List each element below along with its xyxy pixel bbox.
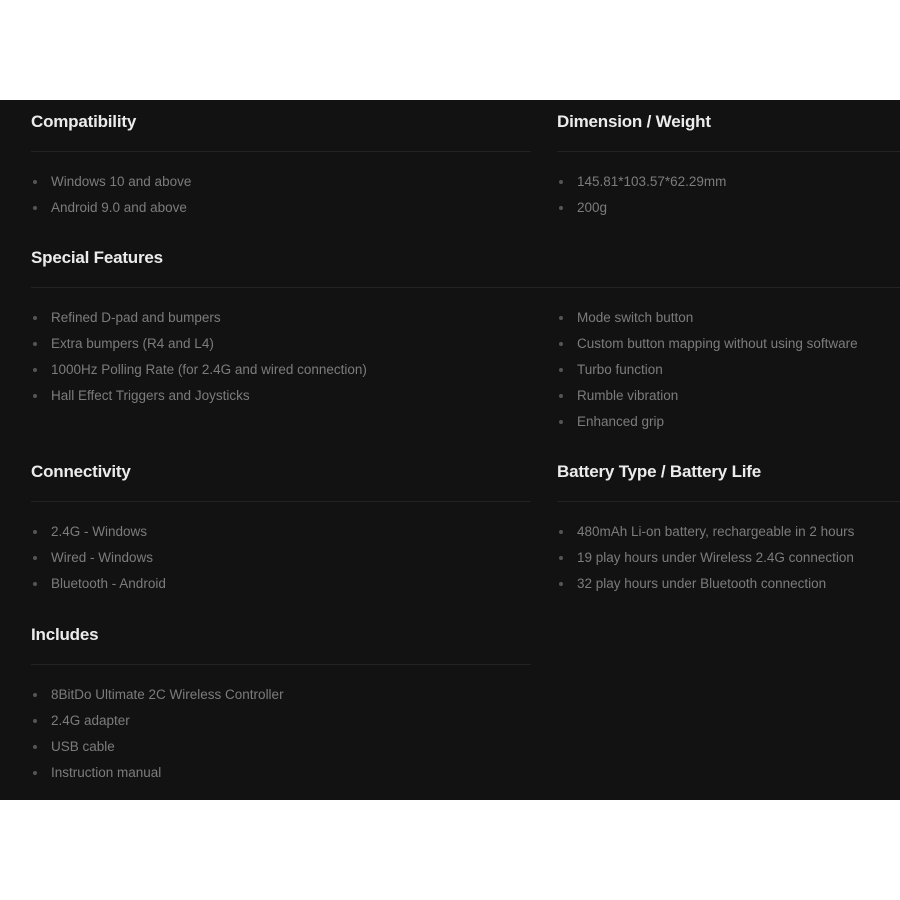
connectivity-list xyxy=(31,519,166,597)
list-item: Enhanced grip xyxy=(557,409,858,435)
list-item: Refined D-pad and bumpers xyxy=(31,305,367,331)
section-divider xyxy=(31,501,531,502)
includes-list xyxy=(31,682,284,786)
battery-list xyxy=(557,519,854,597)
list-item: Bluetooth - Android xyxy=(31,571,166,597)
list-item: 32 play hours under Bluetooth connection xyxy=(557,571,854,597)
list-item: 480mAh Li-on battery, rechargeable in 2 hours xyxy=(557,519,854,545)
list-item: 1000Hz Polling Rate (for 2.4G and wired connection) xyxy=(31,357,367,383)
section-divider xyxy=(557,501,900,502)
section-title: Includes xyxy=(31,625,99,644)
compatibility-list xyxy=(31,169,191,221)
section-title: Compatibility xyxy=(31,112,137,131)
section-divider xyxy=(31,664,531,665)
list-item: Hall Effect Triggers and Joysticks xyxy=(31,383,367,409)
section-title: Dimension / Weight xyxy=(557,112,711,131)
section-title: Battery Type / Battery Life xyxy=(557,462,762,481)
list-item: 2.4G adapter xyxy=(31,708,284,734)
section-divider xyxy=(557,151,900,152)
special-features-list-left xyxy=(31,305,367,409)
list-item: Windows 10 and above xyxy=(31,169,191,195)
list-item: USB cable xyxy=(31,734,284,760)
list-item: 145.81*103.57*62.29mm xyxy=(557,169,726,195)
list-item: Rumble vibration xyxy=(557,383,858,409)
list-item: Custom button mapping without using software xyxy=(557,331,858,357)
list-item: Turbo function xyxy=(557,357,858,383)
section-title: Special Features xyxy=(31,248,163,267)
list-item: Android 9.0 and above xyxy=(31,195,191,221)
special-features-list-right xyxy=(557,305,858,435)
list-item: Extra bumpers (R4 and L4) xyxy=(31,331,367,357)
list-item: 2.4G - Windows xyxy=(31,519,166,545)
spec-panel xyxy=(0,100,900,800)
list-item: Wired - Windows xyxy=(31,545,166,571)
list-item: 8BitDo Ultimate 2C Wireless Controller xyxy=(31,682,284,708)
section-divider xyxy=(31,287,900,288)
section-title: Connectivity xyxy=(31,462,131,481)
list-item: Instruction manual xyxy=(31,760,284,786)
list-item: 200g xyxy=(557,195,726,221)
dimension-weight-list xyxy=(557,169,726,221)
list-item: 19 play hours under Wireless 2.4G connection xyxy=(557,545,854,571)
section-divider xyxy=(31,151,531,152)
list-item: Mode switch button xyxy=(557,305,858,331)
